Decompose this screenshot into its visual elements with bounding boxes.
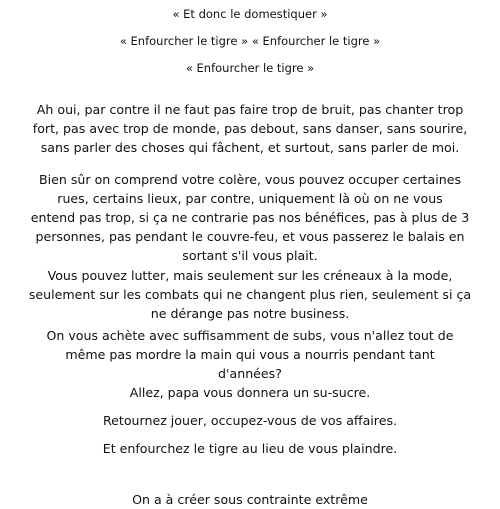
text-line: Vous pouvez lutter, mais seulement sur les créneaux à la mode, — [47, 268, 453, 283]
text-line: Bien sûr on comprend votre colère, vous pouvez occuper certaines — [38, 172, 462, 187]
paragraph — [10, 383, 490, 402]
text-line: même pas mordre la main qui vous a nourris pendant tant — [65, 347, 435, 362]
text-line: entend pas trop, si ça ne contrarie pas nos bénéfices, pas à plus de 3 — [30, 210, 470, 225]
paragraph — [10, 326, 490, 383]
text-line: ne dérange pas notre business. — [150, 306, 350, 321]
paragraph — [10, 100, 490, 157]
text-line: Retournez jouer, occupez-vous de vos affaires. — [102, 413, 398, 428]
text-line: fort, pas avec trop de monde, pas debout, sans danser, sans sourire, — [32, 121, 468, 136]
text-line: sortant s'il vous plait. — [182, 248, 318, 263]
refrain-line: « Et donc le domestiquer » — [172, 7, 328, 21]
paragraph — [10, 439, 490, 458]
text-line: seulement sur les combats qui ne changent plus rien, seulement si ça — [28, 287, 472, 302]
cutoff-text-line: On a à créer sous contrainte extrême — [132, 492, 368, 507]
text-line: personnes, pas pendant le couvre-feu, et vous passerez le balais en — [35, 229, 465, 244]
text-line: Allez, papa vous donnera un su-sucre. — [129, 385, 371, 400]
text-line: Et enfourchez le tigre au lieu de vous plaindre. — [102, 441, 398, 456]
paragraph — [10, 266, 490, 323]
text-line: Ah oui, par contre il ne faut pas faire trop de bruit, pas chanter trop — [36, 102, 464, 117]
text-line: rues, certains lieux, par contre, uniquement là où on ne vous — [57, 191, 443, 206]
text-line: d'années? — [218, 366, 282, 381]
refrain-line: « Enfourcher le tigre » — [185, 61, 315, 75]
text-line: sans parler des choses qui fâchent, et surtout, sans parler de moi. — [40, 140, 460, 155]
text-line: On vous achète avec suffisamment de subs, vous n'allez tout de — [46, 328, 454, 343]
paragraph — [10, 170, 490, 265]
refrain-line: « Enfourcher le tigre » « Enfourcher le tigre » — [119, 34, 381, 48]
paragraph — [10, 411, 490, 430]
